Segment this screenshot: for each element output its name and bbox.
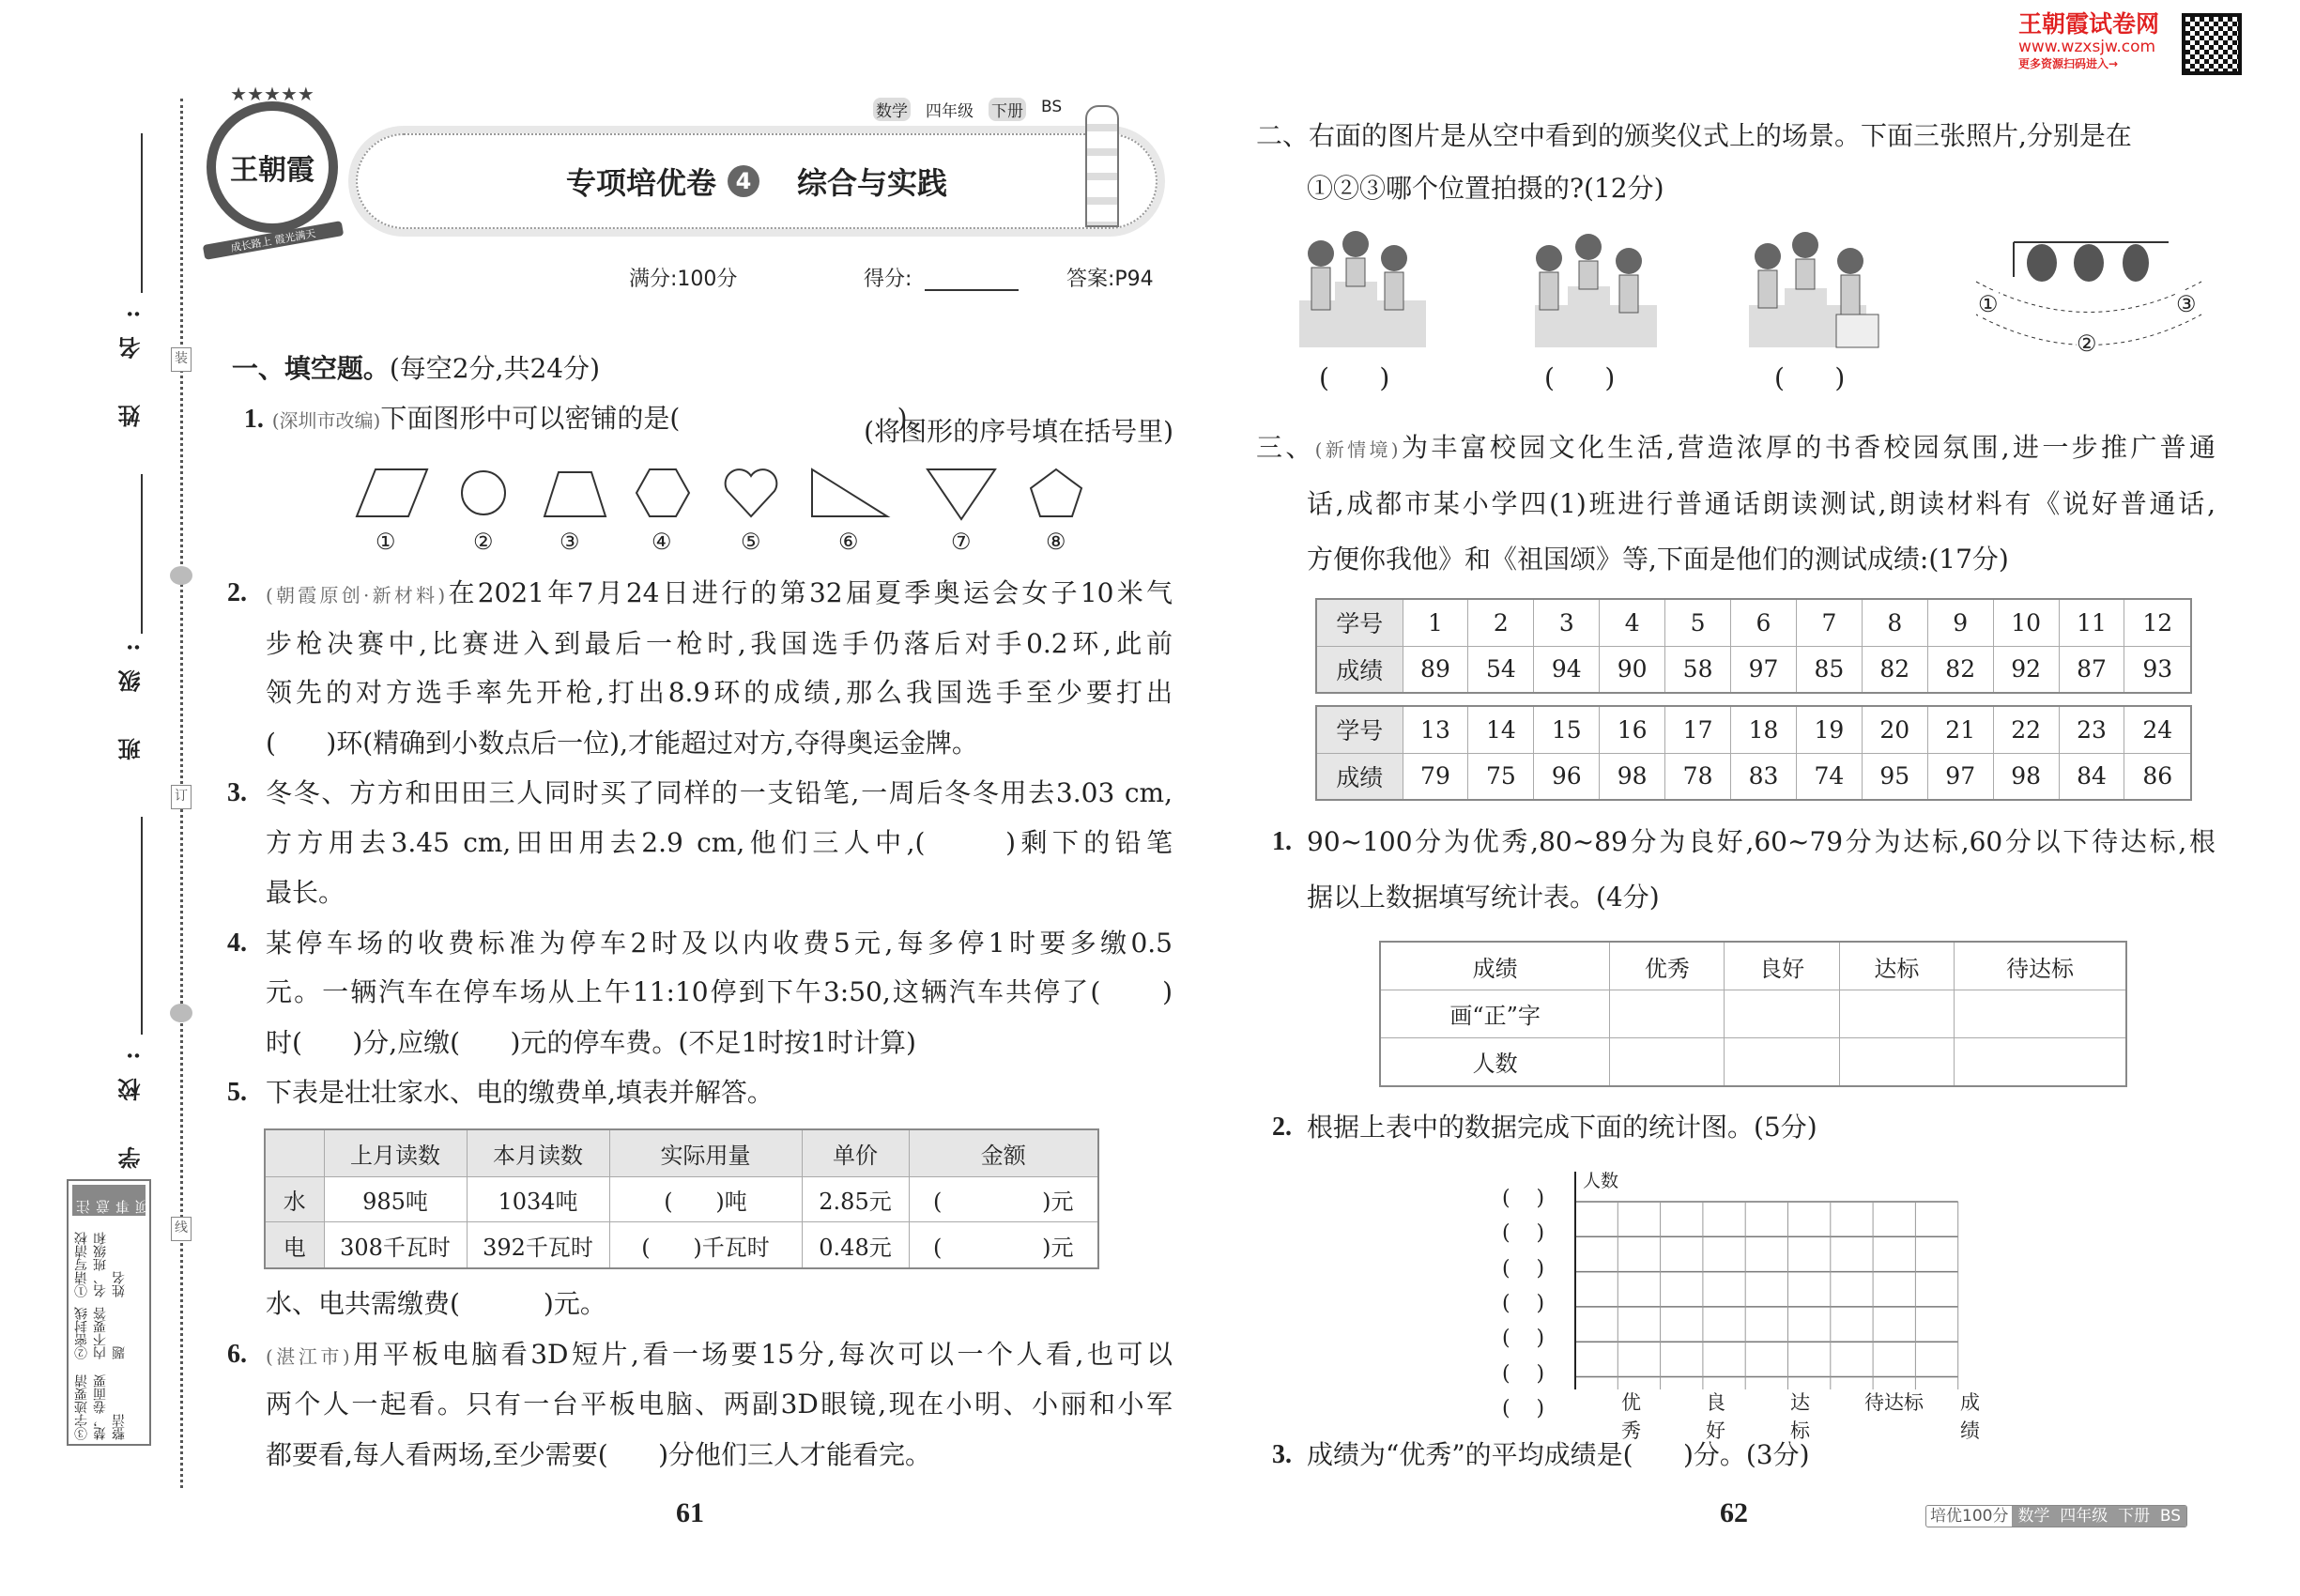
answer-cell[interactable]: ( )元 bbox=[909, 1222, 1098, 1268]
table-header-row bbox=[265, 1129, 1098, 1176]
cell: 90 bbox=[1600, 646, 1665, 693]
position-1-label: ① bbox=[1978, 291, 1999, 317]
lighthouse-icon bbox=[1085, 105, 1119, 227]
photo-answer-2[interactable]: ( ) bbox=[1544, 362, 1616, 393]
cell: 16 bbox=[1600, 706, 1665, 753]
tag-edition: BS bbox=[1041, 98, 1063, 116]
shape-label: ⑤ bbox=[741, 529, 761, 555]
section3-text: 为丰富校园文化生活,营造浓厚的书香校园氛围,进一步推广普通 bbox=[1398, 432, 2216, 463]
y-tick-blank[interactable]: ( ) bbox=[1502, 1327, 1545, 1351]
table-row bbox=[1316, 599, 2191, 646]
statistics-table bbox=[1379, 941, 2127, 1087]
q2-text: 在2021年7月24日进行的第32届夏季奥运会女子10米气 bbox=[445, 577, 1173, 608]
table-row bbox=[1316, 646, 2191, 693]
q6-text: 用平板电脑看3D短片,看一场要15分,每次可以一个人看,也可以 bbox=[349, 1339, 1173, 1370]
cell: 13 bbox=[1403, 706, 1468, 753]
header-cell bbox=[265, 1129, 324, 1176]
table-row bbox=[1316, 753, 2191, 800]
title-topic: 综合与实践 bbox=[797, 165, 948, 201]
q3-line: 最长。 bbox=[266, 877, 345, 908]
parallelogram-shape bbox=[357, 469, 427, 516]
sub1-number: 1. bbox=[1272, 827, 1292, 856]
cell: 98 bbox=[1993, 753, 2059, 800]
score-table-2 bbox=[1315, 705, 2192, 801]
table-row bbox=[1316, 706, 2191, 753]
header-cell: 优秀 bbox=[1610, 942, 1725, 990]
stars-icon: ★★★★★ bbox=[230, 83, 314, 105]
row-label: 成绩 bbox=[1316, 646, 1403, 693]
site-name: 王朝霞试卷网 bbox=[2018, 10, 2160, 38]
section2-line: ①②③哪个位置拍摄的?(12分) bbox=[1307, 173, 1664, 204]
brand-slogan: 成长路上 霞光满天 bbox=[203, 221, 344, 260]
row-label: 成绩 bbox=[1316, 753, 1403, 800]
cell: 97 bbox=[1927, 753, 1993, 800]
brand-name: 王朝霞 bbox=[230, 154, 314, 187]
cell: 82 bbox=[1862, 646, 1927, 693]
tag-grade: 四年级 bbox=[926, 102, 974, 121]
section1-title: 一、填空题。 bbox=[231, 353, 390, 384]
q6-line: 两个人一起看。只有一台平板电脑、两副3D眼镜,现在小明、小丽和小军 bbox=[266, 1389, 1173, 1420]
section1-heading bbox=[215, 313, 601, 384]
cell: 85 bbox=[1796, 646, 1862, 693]
answer-cell[interactable] bbox=[1839, 990, 1954, 1038]
q6-line bbox=[266, 1336, 1173, 1373]
cell: 54 bbox=[1468, 646, 1534, 693]
position-3-label: ③ bbox=[2176, 291, 2197, 317]
photo-answer-3[interactable]: ( ) bbox=[1774, 362, 1846, 393]
q6-number: 6. bbox=[227, 1340, 247, 1369]
header-cell: 良好 bbox=[1725, 942, 1839, 990]
row-label: 电 bbox=[265, 1222, 324, 1268]
notes-box bbox=[67, 1179, 151, 1446]
cell: 83 bbox=[1731, 753, 1797, 800]
score-field[interactable] bbox=[925, 289, 1019, 291]
section3-line bbox=[1256, 429, 2216, 467]
cell: 22 bbox=[1993, 706, 2059, 753]
header-cell: 本月读数 bbox=[467, 1129, 609, 1176]
cell: 94 bbox=[1534, 646, 1600, 693]
cell: 2 bbox=[1468, 599, 1534, 646]
section3-number: 三、 bbox=[1256, 432, 1315, 463]
answer-ref: 答案:P94 bbox=[1066, 268, 1154, 291]
site-cta: 更多资源扫码进入→ bbox=[2018, 57, 2119, 70]
cell: 89 bbox=[1403, 646, 1468, 693]
y-tick-blank[interactable]: ( ) bbox=[1502, 1361, 1545, 1386]
class-label: 班 级: bbox=[117, 624, 145, 761]
footer-badge bbox=[1925, 1505, 2187, 1527]
shape-label: ③ bbox=[560, 529, 580, 555]
utility-bill-table bbox=[264, 1128, 1099, 1269]
row-label: 水 bbox=[265, 1176, 324, 1222]
section1-points: (每空2分,共24分) bbox=[389, 353, 601, 384]
circle-shape bbox=[462, 471, 505, 514]
cell: 2.85元 bbox=[802, 1176, 909, 1222]
q1-hint: (将图形的序号填在括号里) bbox=[864, 416, 1173, 447]
header-cell: 金额 bbox=[909, 1129, 1098, 1176]
cell: 17 bbox=[1665, 706, 1731, 753]
y-tick-blank[interactable]: ( ) bbox=[1502, 1187, 1545, 1210]
cell: 392千瓦时 bbox=[467, 1222, 609, 1268]
sub3-text[interactable]: 成绩为“优秀”的平均成绩是( )分。(3分) bbox=[1307, 1439, 1810, 1470]
photo-answer-1[interactable]: ( ) bbox=[1319, 362, 1390, 393]
q4-line[interactable]: 时( )分,应缴( )元的停车费。(不足1时按1时计算) bbox=[266, 1027, 916, 1058]
note-item: ②密封线内不要答题 bbox=[74, 1306, 127, 1359]
answer-cell[interactable] bbox=[1839, 1037, 1954, 1086]
answer-cell[interactable] bbox=[1610, 1037, 1725, 1086]
answer-cell[interactable]: ( )吨 bbox=[609, 1176, 802, 1222]
brand-logo bbox=[207, 83, 338, 254]
chart-x-axis-label: 成绩 bbox=[1960, 1391, 1980, 1442]
sub2-number: 2. bbox=[1272, 1113, 1292, 1142]
header-cell: 待达标 bbox=[1955, 942, 2126, 990]
sub1-line: 据以上数据填写统计表。(4分) bbox=[1307, 882, 1660, 913]
cell: 985吨 bbox=[324, 1176, 467, 1222]
cell: 82 bbox=[1927, 646, 1993, 693]
cell: 3 bbox=[1534, 599, 1600, 646]
cell: 10 bbox=[1993, 599, 2059, 646]
qr-code-icon[interactable] bbox=[2182, 13, 2242, 75]
answer-cell[interactable] bbox=[1955, 990, 2126, 1038]
table-header-row bbox=[1380, 942, 2126, 990]
q5-total[interactable]: 水、电共需缴费( )元。 bbox=[266, 1288, 606, 1319]
cell: 5 bbox=[1665, 599, 1731, 646]
school-field[interactable] bbox=[141, 817, 143, 1035]
q2-line bbox=[266, 575, 1173, 612]
title-banner bbox=[348, 126, 1165, 237]
answer-cell[interactable] bbox=[1955, 1037, 2126, 1086]
full-score: 满分:100分 bbox=[629, 268, 738, 291]
q5-text: 下表是壮壮家水、电的缴费单,填表并解答。 bbox=[266, 1077, 774, 1108]
cell: 92 bbox=[1993, 646, 2059, 693]
shape-label: ④ bbox=[652, 529, 672, 555]
answer-cell[interactable] bbox=[1725, 1037, 1839, 1086]
answer-cell[interactable]: ( )千瓦时 bbox=[609, 1222, 802, 1268]
blank-bar-chart[interactable] bbox=[1568, 1164, 1981, 1389]
tag-subject: 数学 bbox=[873, 98, 911, 121]
cell: 93 bbox=[2124, 646, 2191, 693]
x-tick-label: 良好 bbox=[1706, 1391, 1725, 1442]
q2-line[interactable]: ( )环(精确到小数点后一位),才能超过对方,夺得奥运金牌。 bbox=[266, 728, 978, 759]
header-cell: 上月读数 bbox=[324, 1129, 467, 1176]
q1-number: 1. bbox=[243, 405, 264, 434]
q6-source: (湛江市) bbox=[266, 1345, 350, 1368]
right-triangle-shape bbox=[812, 469, 887, 516]
decor-circle-icon bbox=[170, 566, 192, 585]
cell: 24 bbox=[2124, 706, 2191, 753]
answer-cell[interactable] bbox=[1610, 990, 1725, 1038]
school-label: 学 校: bbox=[117, 1033, 145, 1170]
cell: 4 bbox=[1600, 599, 1665, 646]
table-row bbox=[265, 1222, 1098, 1268]
name-field[interactable] bbox=[141, 133, 143, 293]
binding-marker: 订 bbox=[171, 785, 192, 809]
answer-cell[interactable]: ( )元 bbox=[909, 1176, 1098, 1222]
cell: 0.48元 bbox=[802, 1222, 909, 1268]
y-tick-blank[interactable]: ( ) bbox=[1502, 1221, 1545, 1246]
cell: 1 bbox=[1403, 599, 1468, 646]
cell: 8 bbox=[1862, 599, 1927, 646]
cell: 6 bbox=[1731, 599, 1797, 646]
section3-line: 话,成都市某小学四(1)班进行普通话朗读测试,朗读材料有《说好普通话, bbox=[1307, 488, 2216, 519]
shape-label: ⑦ bbox=[951, 529, 972, 555]
decor-circle-icon bbox=[170, 1004, 192, 1022]
pentagon-shape bbox=[1031, 469, 1081, 516]
x-tick-label: 达标 bbox=[1790, 1391, 1810, 1442]
chart-y-axis-label: 人数 bbox=[1583, 1171, 1619, 1191]
title-prefix: 专项培优卷 bbox=[565, 165, 716, 201]
header-cell: 单价 bbox=[802, 1129, 909, 1176]
q1-shapes bbox=[338, 465, 1108, 526]
notes-title: 注意事项 bbox=[72, 1185, 146, 1216]
row-label: 学号 bbox=[1316, 706, 1403, 753]
footer-series: 培优100分 bbox=[1930, 1507, 2009, 1526]
shape-label: ⑥ bbox=[838, 529, 859, 555]
sub1-line: 90~100分为优秀,80~89分为良好,60~79分为达标,60分以下待达标,根 bbox=[1307, 826, 2216, 857]
x-tick-label: 待达标 bbox=[1864, 1391, 1924, 1414]
cell: 96 bbox=[1534, 753, 1600, 800]
q3-line[interactable]: 方方用去3.45 cm,田田用去2.9 cm,他们三人中,( )剩下的铅笔 bbox=[266, 827, 1173, 858]
hexagon-shape bbox=[636, 469, 689, 516]
cell: 95 bbox=[1862, 753, 1927, 800]
footer-info: 数学 四年级 下册 BS bbox=[2012, 1506, 2186, 1527]
cell: 86 bbox=[2124, 753, 2191, 800]
q3-line: 冬冬、方方和田田三人同时买了同样的一支铅笔,一周后冬冬用去3.03 cm, bbox=[266, 777, 1173, 808]
q1-text: 下面图形中可以密铺的是( )。 bbox=[380, 403, 934, 434]
q1-line bbox=[227, 362, 934, 434]
cell: 19 bbox=[1796, 706, 1862, 753]
trapezoid-shape bbox=[544, 472, 606, 516]
q2-number: 2. bbox=[227, 578, 247, 607]
cell: 14 bbox=[1468, 706, 1534, 753]
binding-marker: 线 bbox=[171, 1217, 192, 1241]
cell: 74 bbox=[1796, 753, 1862, 800]
q2-source: (朝霞原创·新材料) bbox=[266, 584, 446, 606]
q6-line[interactable]: 都要看,每人看两场,至少需要( )分他们三人才能看完。 bbox=[266, 1439, 932, 1470]
sub3-number: 3. bbox=[1272, 1440, 1292, 1469]
cell: 15 bbox=[1534, 706, 1600, 753]
y-tick-blank[interactable]: ( ) bbox=[1502, 1291, 1545, 1315]
sub2-text: 根据上表中的数据完成下面的统计图。(5分) bbox=[1307, 1112, 1817, 1143]
cell: 98 bbox=[1600, 753, 1665, 800]
cell: 84 bbox=[2059, 753, 2124, 800]
score-label: 得分: bbox=[864, 268, 912, 291]
cell: 20 bbox=[1862, 706, 1927, 753]
cell: 78 bbox=[1665, 753, 1731, 800]
shape-label: ⑧ bbox=[1046, 529, 1066, 555]
inverted-triangle-shape bbox=[928, 469, 995, 519]
row-label: 人数 bbox=[1380, 1037, 1610, 1086]
section3-source: (新情境) bbox=[1314, 438, 1399, 461]
shape-label: ② bbox=[473, 529, 494, 555]
q2-line: 领先的对方选手率先开枪,打出8.9环的成绩,那么我国选手至少要打出 bbox=[266, 677, 1173, 708]
shape-label: ① bbox=[376, 529, 396, 555]
podium-photo-1 bbox=[1297, 230, 1429, 352]
podium-photo-2 bbox=[1521, 230, 1662, 352]
tag-volume: 下册 bbox=[989, 98, 1026, 121]
q4-number: 4. bbox=[227, 928, 247, 958]
title-number-badge: 4 bbox=[728, 165, 759, 197]
page-number: 61 bbox=[676, 1497, 704, 1528]
y-tick-blank[interactable]: ( ) bbox=[1502, 1396, 1545, 1420]
position-2-label: ② bbox=[2077, 330, 2097, 357]
cell: 18 bbox=[1731, 706, 1797, 753]
class-field[interactable] bbox=[141, 474, 143, 634]
answer-cell[interactable] bbox=[1725, 990, 1839, 1038]
x-tick-label: 优秀 bbox=[1621, 1391, 1641, 1442]
cell: 23 bbox=[2059, 706, 2124, 753]
cell: 1034吨 bbox=[467, 1176, 609, 1222]
note-item: ③字迹要清楚，卷面要整洁 bbox=[74, 1374, 127, 1440]
binding-marker: 装 bbox=[171, 347, 192, 372]
q4-line[interactable]: 元。一辆汽车在停车场从上午11:10停到下午3:50,这辆汽车共停了( ) bbox=[266, 976, 1173, 1007]
row-label: 画“正”字 bbox=[1380, 990, 1610, 1038]
q5-number: 5. bbox=[227, 1078, 247, 1107]
page-number: 62 bbox=[1720, 1497, 1748, 1528]
header-cell: 成绩 bbox=[1380, 942, 1610, 990]
site-url: www.wzxsjw.com bbox=[2018, 38, 2156, 56]
cell: 79 bbox=[1403, 753, 1468, 800]
cell: 308千瓦时 bbox=[324, 1222, 467, 1268]
site-logo[interactable] bbox=[2018, 11, 2159, 71]
q1-source: (深圳市改编) bbox=[271, 409, 381, 432]
cell: 12 bbox=[2124, 599, 2191, 646]
header-cell: 实际用量 bbox=[609, 1129, 802, 1176]
heart-shape bbox=[726, 469, 777, 516]
y-tick-blank[interactable]: ( ) bbox=[1502, 1256, 1545, 1281]
q2-line: 步枪决赛中,比赛进入到最后一枪时,我国选手仍落后对手0.2环,此前 bbox=[266, 628, 1173, 659]
cell: 11 bbox=[2059, 599, 2124, 646]
note-item: ①请写清校名、班级和姓名 bbox=[74, 1231, 127, 1297]
cell: 58 bbox=[1665, 646, 1731, 693]
section2-line: 二、右面的图片是从空中看到的颁奖仪式上的场景。下面三张照片,分别是在 bbox=[1256, 120, 2132, 151]
cell: 21 bbox=[1927, 706, 1993, 753]
header-tags bbox=[873, 98, 1062, 121]
cell: 97 bbox=[1731, 646, 1797, 693]
score-table-1 bbox=[1315, 598, 2192, 694]
cell: 87 bbox=[2059, 646, 2124, 693]
header-cell: 达标 bbox=[1839, 942, 1954, 990]
cell: 9 bbox=[1927, 599, 1993, 646]
row-label: 学号 bbox=[1316, 599, 1403, 646]
q4-line: 某停车场的收费标准为停车2时及以内收费5元,每多停1时要多缴0.5 bbox=[266, 928, 1173, 959]
cell: 75 bbox=[1468, 753, 1534, 800]
table-row bbox=[1380, 1037, 2126, 1086]
table-row bbox=[265, 1176, 1098, 1222]
name-label: 姓 名: bbox=[117, 291, 145, 428]
q3-number: 3. bbox=[227, 778, 247, 807]
podium-photo-3 bbox=[1747, 230, 1888, 352]
section3-line: 方便你我他》和《祖国颂》等,下面是他们的测试成绩:(17分) bbox=[1307, 544, 2009, 575]
cell: 7 bbox=[1796, 599, 1862, 646]
table-row bbox=[1380, 990, 2126, 1038]
